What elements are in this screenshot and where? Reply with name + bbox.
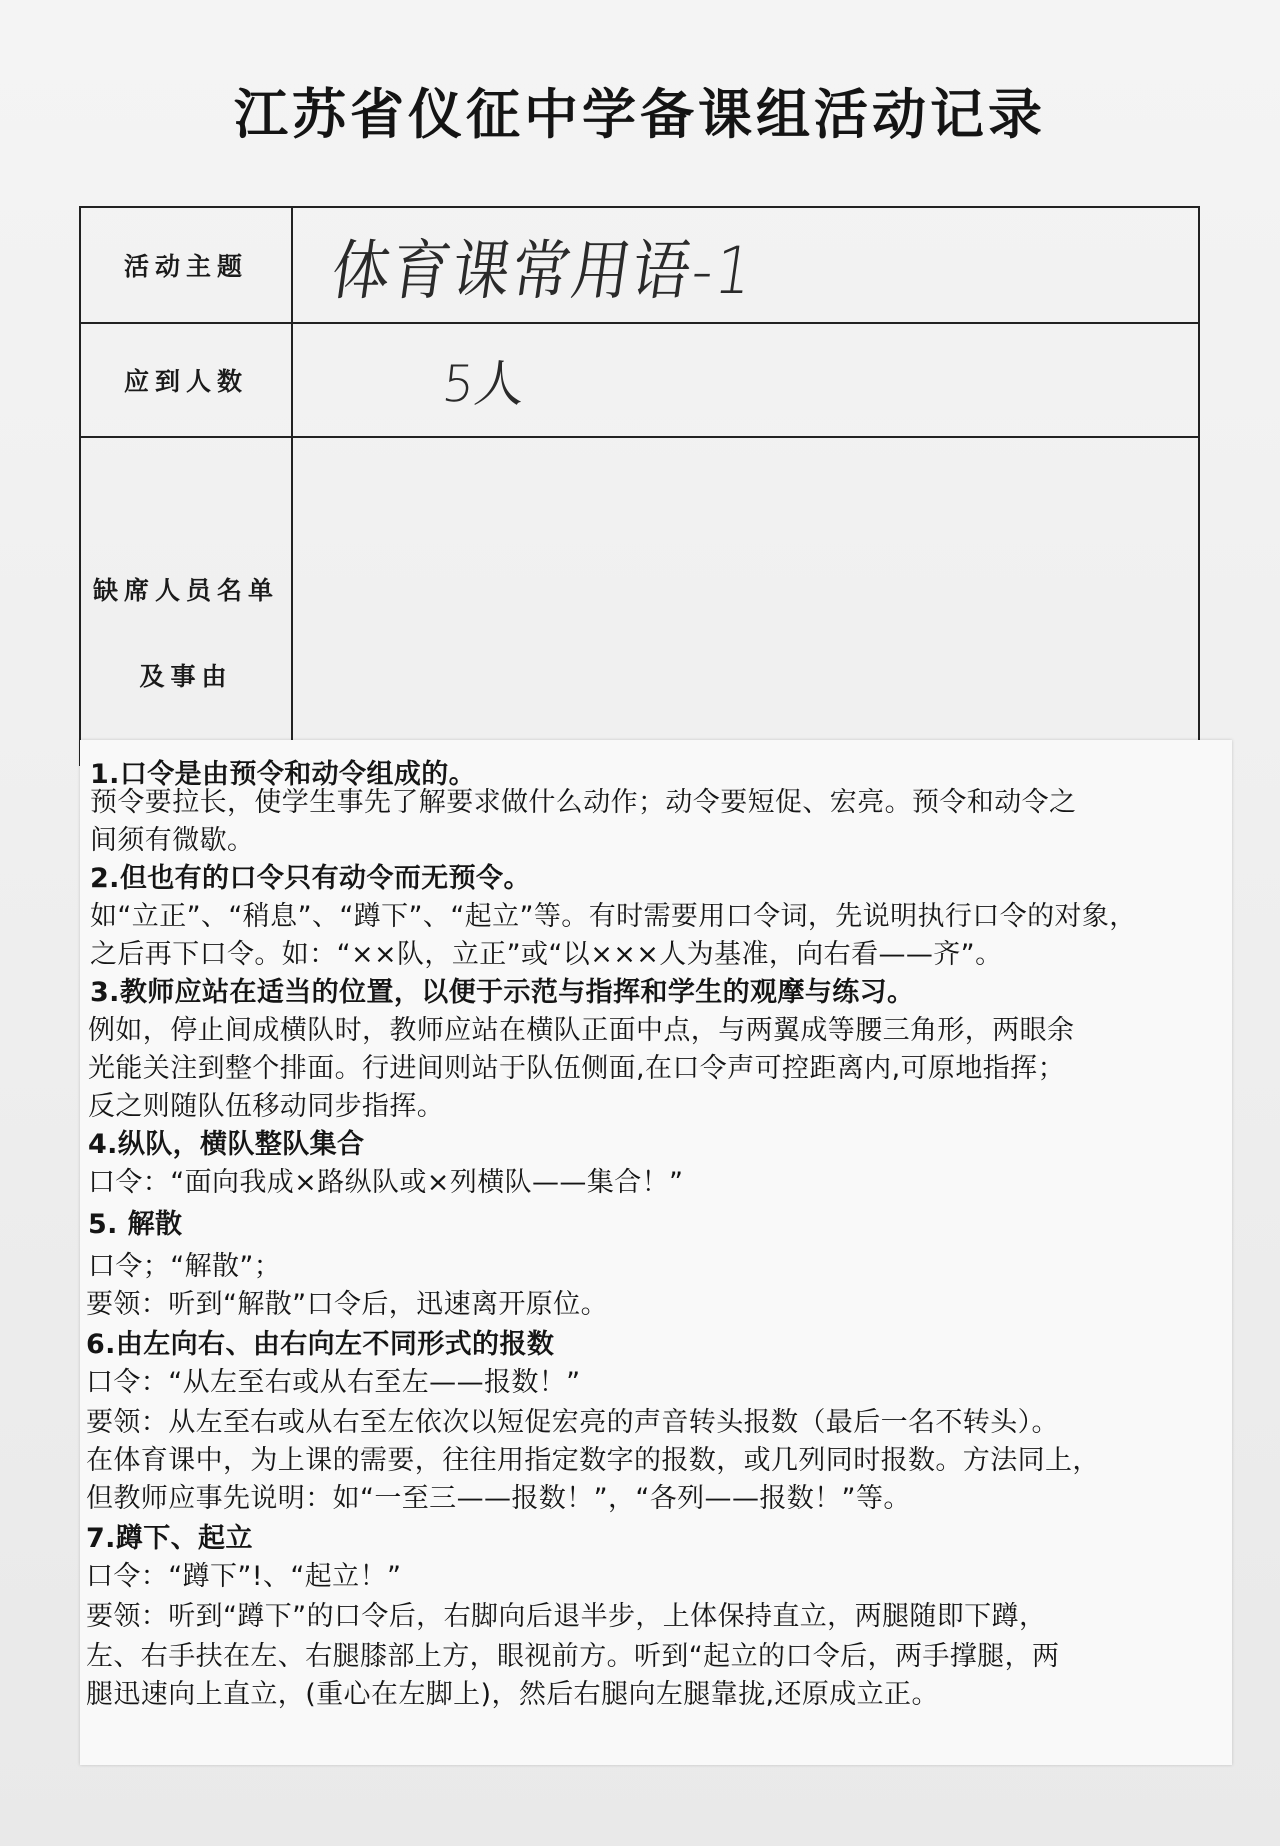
text-line: 要领：从左至右或从右至左依次以短促宏亮的声音转头报数（最后一名不转头）。 (86, 1407, 1059, 1438)
text-line: 但教师应事先说明：如“一至三——报数！”，“各列——报数！”等。 (86, 1483, 911, 1514)
document-title: 江苏省仪征中学备课组活动记录 (234, 82, 1046, 146)
section-heading: 6.由左向右、由右向左不同形式的报数 (86, 1329, 555, 1360)
record-form-table (79, 206, 1200, 766)
text-line: 口令：“从左至右或从右至左——报数！” (86, 1367, 581, 1398)
topic-value-cell (293, 208, 1198, 322)
topic-value: 体育课常用语-1 (326, 232, 760, 309)
text-line: 口令；“解散”； (88, 1251, 282, 1282)
absent-label-line1: 缺席人员名单 (92, 576, 279, 605)
attendance-label: 应到人数 (81, 324, 293, 436)
section-heading: 5. 解散 (88, 1209, 183, 1240)
text-line: 反之则随队伍移动同步指挥。 (88, 1091, 445, 1122)
text-line: 光能关注到整个排面。行进间则站于队伍侧面,在口令声可控距离内,可原地指挥； (88, 1053, 1065, 1084)
text-line: 如“立正”、“稍息”、“蹲下”、“起立”等。有时需要用口令词，先说明执行口令的对象， (90, 901, 1137, 932)
text-line: 间须有微歇。 (90, 825, 255, 856)
section-heading: 7.蹲下、起立 (86, 1523, 253, 1554)
text-line: 预令要拉长，使学生事先了解要求做什么动作；动令要短促、宏亮。预令和动令之 (90, 787, 1077, 818)
attendance-value: 5人 (439, 355, 528, 413)
topic-label: 活动主题 (81, 208, 293, 322)
text-line: 口令：“面向我成×路纵队或×列横队——集合！” (88, 1167, 684, 1198)
text-line: 要领：听到“解散”口令后，迅速离开原位。 (86, 1289, 608, 1320)
section-heading: 4.纵队，横队整队集合 (88, 1129, 365, 1160)
topic-row (81, 208, 1198, 324)
section-heading: 3.教师应站在适当的位置，以便于示范与指挥和学生的观摩与练习。 (90, 977, 915, 1008)
section-heading: 1.口令是由预令和动令组成的。 (90, 759, 477, 790)
pasted-notes-paper (80, 740, 1232, 1765)
text-line: 口令：“蹲下”!、“起立！” (86, 1561, 402, 1592)
attendance-row (81, 324, 1198, 438)
text-line: 左、右手扶在左、右腿膝部上方，眼视前方。听到“起立的口令后，两手撑腿，两 (86, 1641, 1060, 1672)
text-line: 在体育课中，为上课的需要，往往用指定数字的报数，或几列同时报数。方法同上， (86, 1445, 1100, 1476)
text-line: 之后再下口令。如：“××队，立正”或“以×××人为基准，向右看——齐”。 (90, 939, 1003, 970)
absent-value (293, 438, 1198, 768)
absent-label-line2: 及事由 (139, 662, 233, 691)
section-heading: 2.但也有的口令只有动令而无预令。 (90, 863, 531, 894)
absent-label (81, 438, 293, 768)
text-line: 腿迅速向上直立，(重心在左脚上)，然后右腿向左腿靠拢,还原成立正。 (86, 1679, 939, 1710)
text-line: 例如，停止间成横队时，教师应站在横队正面中点，与两翼成等腰三角形，两眼余 (88, 1015, 1075, 1046)
absent-row (81, 438, 1198, 768)
attendance-value-cell (293, 324, 1198, 436)
text-line: 要领：听到“蹲下”的口令后，右脚向后退半步，上体保持直立，两腿随即下蹲， (86, 1601, 1047, 1632)
